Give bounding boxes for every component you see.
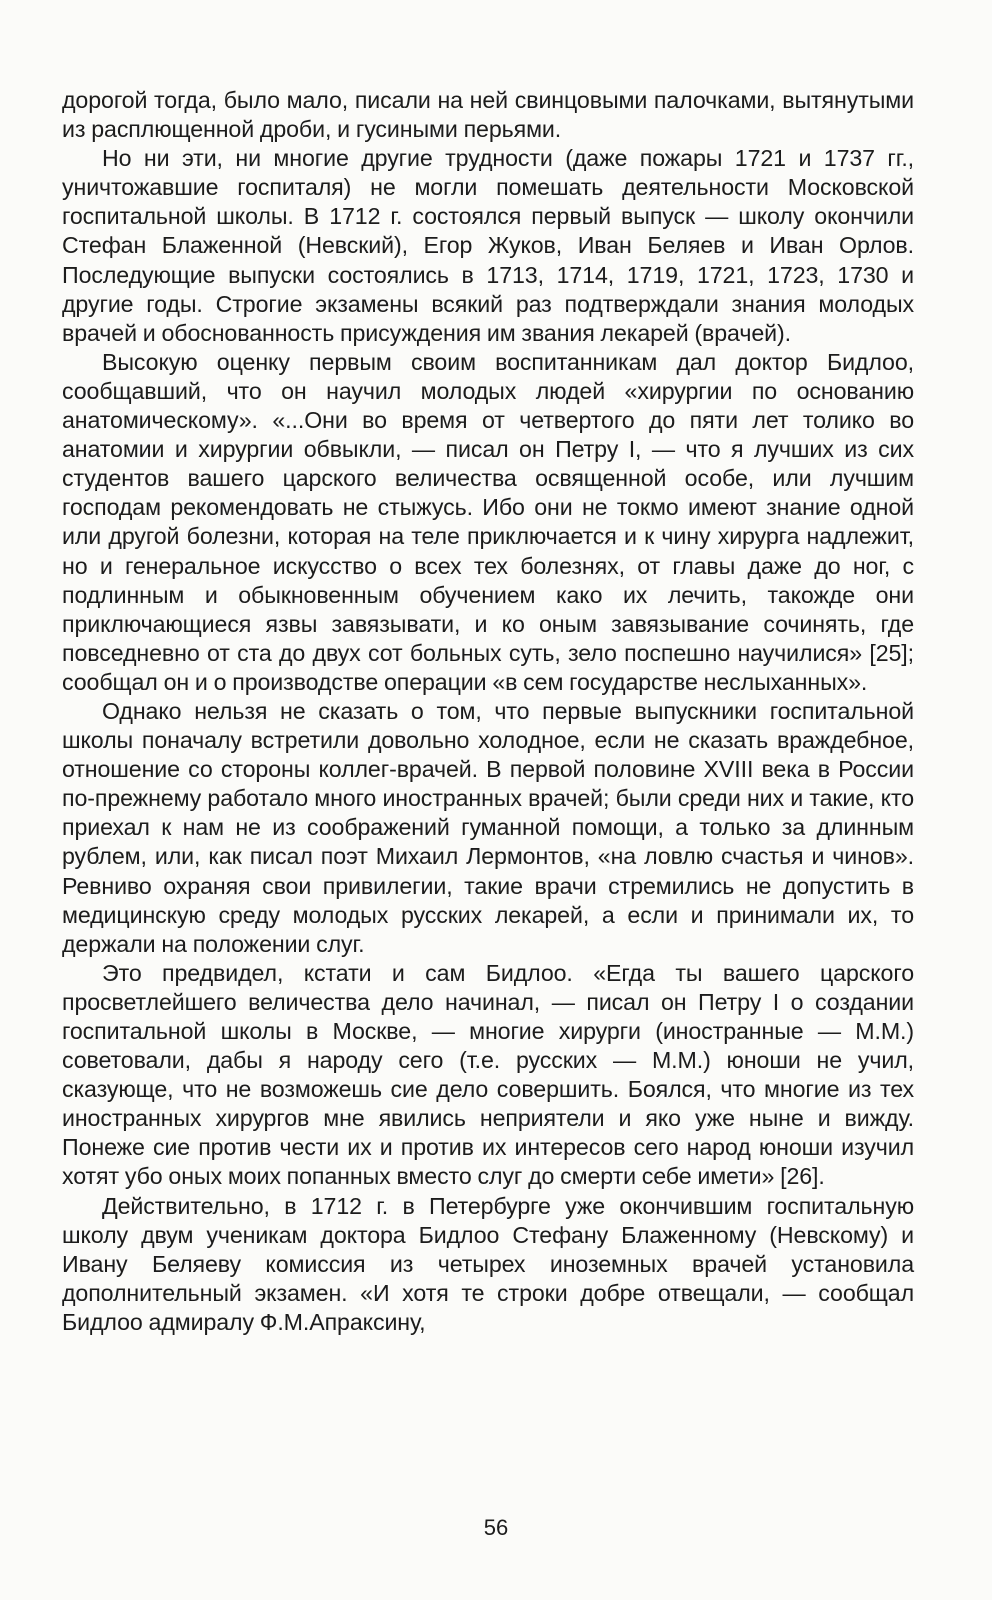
paragraph-bidloo-foresaw: Это предвидел, кстати и сам Бидлоо. «Егда ты вашего царского просветлейшего величества дело начинал, — писал он Петру I о создании госпитальной школы в Москве, — многие хирурги (иностранные — М.М.) советовали, дабы я народу сего (т.е. русских — М.М.) юноши не учил, сказующе, что не возможешь сие дело совершить. Боялся, что многие из тех иностранных хирургов мне явились неприятели и яко уже ныне и вижду. Понеже сие против чести их и против их интересов сего народ юноши изучил хотят убо оных моих попанных вместо слуг до смерти себе имети» [26]. [62, 959, 914, 1190]
paragraph-foreign-doctors: Однако нельзя не сказать о том, что первые выпускники госпитальной школы поначалу встретили довольно холодное, если не сказать враждебное, отношение со стороны коллег-врачей. В первой половине XVIII века в России по-прежнему работало много иностранных врачей; были среди них и такие, кто приехал к нам не из соображений гуманной помощи, а только за длинным рублем, или, как писал поэт Михаил Лермонтов, «на ловлю счастья и чинов». Ревниво охраняя свои привилегии, такие врачи стремились не допустить в медицинскую среду молодых русских лекарей, а если и принимали их, то держали на положении слуг. [62, 697, 914, 957]
body-text [62, 86, 914, 1337]
paragraph-bidloo-praise: Высокую оценку первым своим воспитанникам дал доктор Бидлоо, сообщавший, что он научил молодых людей «хирургии по основанию анатомическому». «...Они во время от четвертого до пяти лет толико во анатомии и хирургии обвыкли, — писал он Петру I, — что я лучших из сих студентов вашего царского величества освященной особе, или лучшим господам рекомендовать не стыжусь. Ибо они не токмо имеют знание одной или другой болезни, которая на теле приключается и к чину хирурга надлежит, но и генеральное искусство о всех тех болезнях, от главы даже до ног, с подлинным и обыкновенным обучением како их лечить, такожде они приключающиеся язвы завязывати, и ко оным завязывание сочинять, где повседневно от ста до двух сот больных суть, зело поспешно научилися» [25]; сообщал он и о производстве операции «в сем государстве неслыханных». [62, 348, 914, 695]
paragraph-petersburg-exam: Действительно, в 1712 г. в Петербурге уже окончившим госпитальную школу двум ученикам доктора Бидлоо Стефану Блаженному (Невскому) и Ивану Беляеву комиссия из четырех иноземных врачей установила дополнительный экзамен. «И хотя те строки добре отвещали, — сообщал Бидлоо адмиралу Ф.М.Апраксину, [62, 1192, 914, 1335]
page-number: 56 [483, 1515, 509, 1540]
paragraph-continuation: дорогой тогда, было мало, писали на ней свинцовыми палочками, вытянутыми из расплющенной дроби, и гусиными перьями. [62, 87, 914, 143]
paragraph-school-graduates: Но ни эти, ни многие другие трудности (даже пожары 1721 и 1737 гг., уничтожавшие госпиталя) не могли помешать деятельности Московской госпитальной школы. В 1712 г. состоялся первый выпуск — школу окончили Стефан Блаженной (Невский), Егор Жуков, Иван Беляев и Иван Орлов. Последующие выпуски состоялись в 1713, 1714, 1719, 1721, 1723, 1730 и другие годы. Строгие экзамены всякий раз подтверждали знания молодых врачей и обоснованность присуждения им звания лекарей (врачей). [62, 145, 914, 346]
